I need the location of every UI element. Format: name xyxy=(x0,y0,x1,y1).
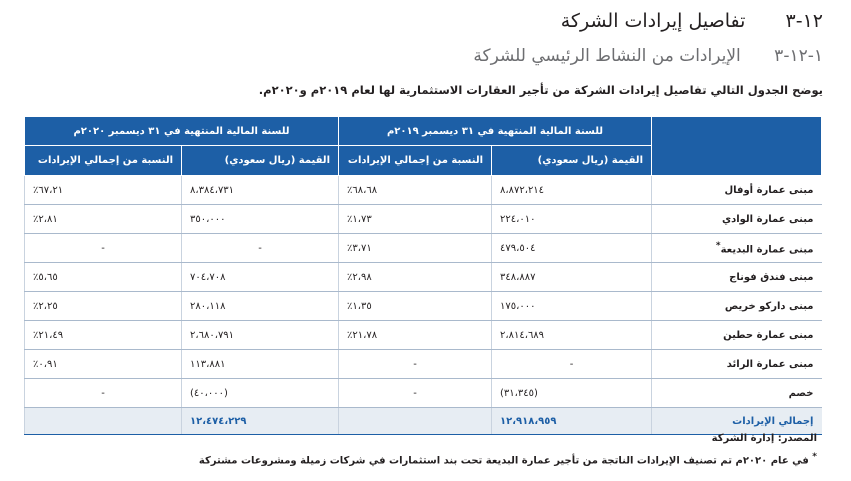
row-name xyxy=(652,379,822,408)
row-pct-2020: ٢،٢٥٪ xyxy=(25,292,182,321)
row-value-2019: ٢٢٤،٠١٠ xyxy=(492,205,652,234)
header-period-2020: للسنة المالية المنتهية في ٣١ ديسمبر ٢٠٢٠م xyxy=(25,117,339,146)
row-pct-2019: ٢١،٧٨٪ xyxy=(339,321,492,350)
row-name xyxy=(652,205,822,234)
row-pct-2020: ٢،٨١٪ xyxy=(25,205,182,234)
row-name-text: مبنى داركو خريص xyxy=(724,300,814,312)
row-value-2019: ٢،٨١٤،٦٨٩ xyxy=(492,321,652,350)
row-pct-2019: ١،٧٣٪ xyxy=(339,205,492,234)
row-footnote-star: * xyxy=(715,240,721,251)
row-name xyxy=(652,292,822,321)
footnote-star: * xyxy=(812,452,817,462)
source-note: المصدر: إدارة الشركة xyxy=(711,433,817,444)
row-pct-2019: ٢،٩٨٪ xyxy=(339,263,492,292)
header-pct-2019: النسبة من إجمالي الإيرادات xyxy=(339,146,492,176)
row-value-2019: ١٧٥،٠٠٠ xyxy=(492,292,652,321)
header-value-2020: القيمة (ريال سعودي) xyxy=(182,146,339,176)
row-value-2019: ٨،٨٧٢،٢١٤ xyxy=(492,176,652,205)
row-pct-2019: ٣،٧١٪ xyxy=(339,234,492,263)
table-row xyxy=(25,379,822,408)
revenue-table xyxy=(24,116,822,435)
row-value-2019: ٣٤٨،٨٨٧ xyxy=(492,263,652,292)
footnote-text: في عام ٢٠٢٠م تم تصنيف الإيرادات الناتجة من تأجير عمارة البديعة تحت بند استثمارات في شركات زميلة ومشروعات مشتركة xyxy=(198,455,809,467)
total-pct-2020 xyxy=(25,408,182,435)
row-value-2020: ٧٠٤،٧٠٨ xyxy=(182,263,339,292)
row-value-2020: ٣٥٠،٠٠٠ xyxy=(182,205,339,234)
row-pct-2019: ٦٨،٦٨٪ xyxy=(339,176,492,205)
row-pct-2020: ٢١،٤٩٪ xyxy=(25,321,182,350)
row-pct-2020: ٠،٩١٪ xyxy=(25,350,182,379)
header-period-2019: للسنة المالية المنتهية في ٣١ ديسمبر ٢٠١٩م xyxy=(339,117,652,146)
section-heading xyxy=(561,10,823,32)
table-row xyxy=(25,263,822,292)
table-row xyxy=(25,234,822,263)
row-value-2020: ٢،٦٨٠،٧٩١ xyxy=(182,321,339,350)
section-title: تفاصيل إيرادات الشركة xyxy=(560,10,746,32)
row-value-2020: (٤٠،٠٠٠) xyxy=(182,379,339,408)
section-number: ١٢-٣ xyxy=(785,10,823,32)
subsection-number: ١-١٢-٣ xyxy=(774,46,823,66)
row-pct-2019: - xyxy=(339,379,492,408)
row-name-text: مبنى عمارة الوادي xyxy=(721,213,814,225)
row-name-text: مبنى عمارة البديعة xyxy=(720,244,814,256)
row-name xyxy=(652,234,822,263)
row-value-2020: - xyxy=(182,234,339,263)
total-pct-2019 xyxy=(339,408,492,435)
row-value-2020: ١١٣،٨٨١ xyxy=(182,350,339,379)
row-value-2019: - xyxy=(492,350,652,379)
row-name-text: مبنى عمارة أوفال xyxy=(724,184,814,196)
row-name xyxy=(652,263,822,292)
row-pct-2020: ٦٧،٢١٪ xyxy=(25,176,182,205)
row-name-text: مبنى عمارة الرائد xyxy=(726,358,814,370)
table-row xyxy=(25,350,822,379)
total-label: إجمالي الإيرادات xyxy=(652,408,822,435)
table-row xyxy=(25,321,822,350)
row-name-text: مبنى عمارة حطين xyxy=(723,329,814,341)
row-name xyxy=(652,176,822,205)
total-value-2020: ١٢،٤٧٤،٢٢٩ xyxy=(182,408,339,435)
row-name-text: مبنى فندق فوناج xyxy=(729,271,814,283)
row-value-2019: ٤٧٩،٥٠٤ xyxy=(492,234,652,263)
table-header-row-periods xyxy=(25,117,822,146)
row-pct-2019: - xyxy=(339,350,492,379)
header-value-2019: القيمة (ريال سعودي) xyxy=(492,146,652,176)
header-pct-2020: النسبة من إجمالي الإيرادات xyxy=(25,146,182,176)
footnote xyxy=(199,452,817,466)
row-name xyxy=(652,321,822,350)
row-name-text: خصم xyxy=(788,387,814,399)
intro-paragraph: يوضح الجدول التالي تفاصيل إيرادات الشركة من تأجير العقارات الاستثمارية لها لعام ٢٠١٩م و٢٠٢٠م. xyxy=(258,83,823,97)
row-pct-2020: ٥،٦٥٪ xyxy=(25,263,182,292)
row-pct-2020: - xyxy=(25,234,182,263)
table-row xyxy=(25,176,822,205)
row-value-2019: (٣١،٣٤٥) xyxy=(492,379,652,408)
subsection-title: الإيرادات من النشاط الرئيسي للشركة xyxy=(473,46,741,66)
row-name xyxy=(652,350,822,379)
table-row-total xyxy=(25,408,822,435)
table-header-corner xyxy=(652,117,822,176)
total-value-2019: ١٢،٩١٨،٩٥٩ xyxy=(492,408,652,435)
row-pct-2020: - xyxy=(25,379,182,408)
row-value-2020: ٢٨٠،١١٨ xyxy=(182,292,339,321)
subsection-heading xyxy=(473,46,823,66)
table-row xyxy=(25,205,822,234)
table-row xyxy=(25,292,822,321)
row-value-2020: ٨،٣٨٤،٧٣١ xyxy=(182,176,339,205)
row-pct-2019: ١،٣٥٪ xyxy=(339,292,492,321)
